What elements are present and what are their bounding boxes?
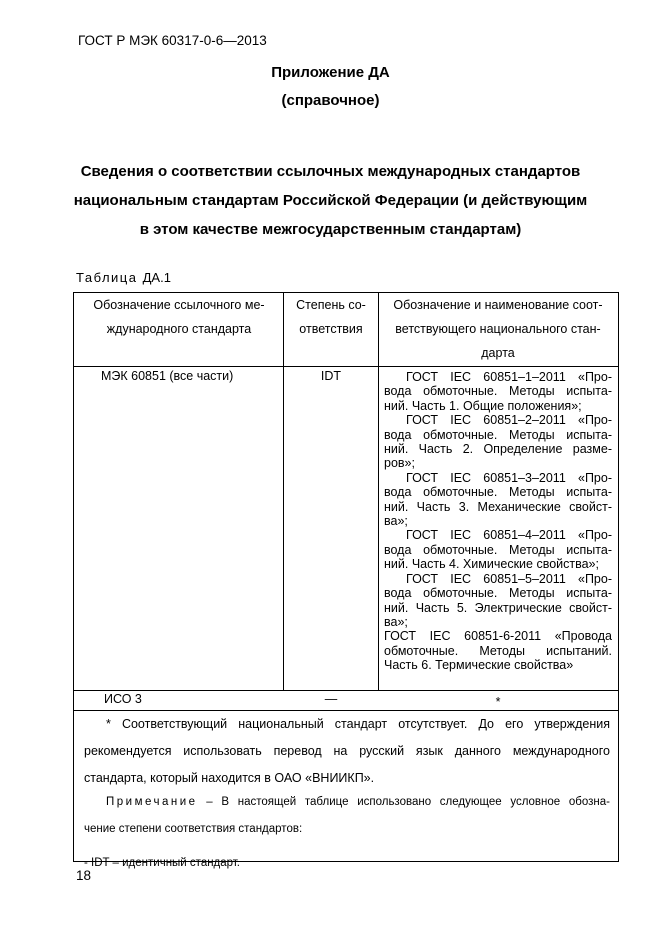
entry-line: ний. Часть 5. Электрические свойст- <box>384 600 612 615</box>
header-text: ждународного стандарта <box>106 322 252 336</box>
section-title-line: национальным стандартам Российской Федерации (и действующим <box>73 192 588 209</box>
page-number: 18 <box>76 868 92 883</box>
header-text: Обозначение ссылочного ме- <box>93 298 265 312</box>
national-standard-entry <box>384 471 612 529</box>
table-caption-label: Таблица <box>76 270 138 285</box>
note-label: Примечание <box>106 796 198 808</box>
entry-line: ний. Часть 1. Общие положения»; <box>384 398 582 413</box>
entry-line: ний. Часть 4. Химические свойства»; <box>384 557 599 572</box>
row-divider <box>74 690 618 691</box>
header-text: Обозначение и наименование соот- <box>393 298 603 312</box>
national-standard-entry <box>384 413 612 471</box>
entry-line: вода обмоточные. Методы испыта- <box>384 485 612 500</box>
entry-line: ГОСТ IEC 60851-6-2011 «Провода <box>384 629 612 644</box>
note-line <box>84 789 610 816</box>
entry-line: ГОСТ IEC 60851–2–2011 «Про- <box>406 413 612 428</box>
cell-national-footnote-mark: * <box>495 695 501 709</box>
header-text: дарта <box>481 346 515 360</box>
entry-line: ний. Часть 2. Определение разме- <box>384 442 612 457</box>
entry-line: вода обмоточные. Методы испыта- <box>384 586 612 601</box>
table-footnote <box>84 711 610 792</box>
column-divider <box>378 293 379 690</box>
cell-reference: ИСО 3 <box>104 692 142 706</box>
header-text: Степень со- <box>296 298 366 312</box>
entry-line: вода обмоточные. Методы испыта- <box>384 542 612 557</box>
footnote-line: рекомендуется использовать перевод на русский язык данного международного <box>84 744 610 758</box>
entry-line: Часть 6. Термические свойства» <box>384 658 574 673</box>
entry-line: вода обмоточные. Методы испыта- <box>384 427 612 442</box>
national-standard-entry <box>384 528 612 571</box>
entry-line: ГОСТ IEC 60851–3–2011 «Про- <box>406 470 612 485</box>
national-standard-entry <box>384 370 612 413</box>
footnote-line: стандарта, который находится в ОАО «ВНИИКП». <box>84 771 375 785</box>
section-title-line: Сведения о соответствии ссылочных международных стандартов <box>80 163 581 180</box>
header-divider <box>74 366 618 367</box>
cell-national-standards <box>384 370 612 673</box>
entry-line: обмоточные. Методы испытаний. <box>384 643 612 658</box>
header-cell-national <box>382 293 614 365</box>
cell-degree: — <box>324 692 338 706</box>
table-note <box>84 789 610 877</box>
entry-line: ров»; <box>384 456 415 471</box>
entry-line: ва»; <box>384 614 408 629</box>
cell-reference: МЭК 60851 (все части) <box>101 369 234 383</box>
column-divider <box>283 293 284 690</box>
header-cell-degree <box>286 293 376 341</box>
entry-line: ГОСТ IEC 60851–5–2011 «Про- <box>406 571 612 586</box>
entry-line: ГОСТ IEC 60851–4–2011 «Про- <box>406 528 612 543</box>
footnote-line: * Соответствующий национальный стандарт отсутствует. До его утверждения <box>106 717 610 731</box>
table-caption <box>76 270 171 285</box>
note-item: - IDT – идентичный стандарт. <box>84 857 240 869</box>
appendix-subtitle: (справочное) <box>281 92 380 109</box>
entry-line: вода обмоточные. Методы испыта- <box>384 384 612 399</box>
conformity-table <box>73 292 619 869</box>
appendix-title: Приложение ДА <box>271 64 390 81</box>
header-text: ветствующего национального стан- <box>395 322 601 336</box>
note-line: чение степени соответствия стандартов: <box>84 823 303 835</box>
national-standard-entry <box>384 572 612 630</box>
entry-line: ний. Часть 3. Механические свойст- <box>384 499 612 514</box>
entry-line: ва»; <box>384 514 408 529</box>
national-standard-entry <box>384 629 612 672</box>
entry-line: ГОСТ IEC 60851–1–2011 «Про- <box>406 370 612 384</box>
section-title-line: в этом качестве межгосударственным стандартам) <box>139 221 522 238</box>
document-header: ГОСТ Р МЭК 60317-0-6—2013 <box>78 33 267 48</box>
header-cell-reference <box>78 293 280 341</box>
note-text: – В настоящей таблице использовано следующее условное обозна- <box>197 796 610 808</box>
cell-degree: IDT <box>320 369 342 383</box>
header-text: ответствия <box>299 322 363 336</box>
table-caption-number: ДА.1 <box>142 270 171 285</box>
